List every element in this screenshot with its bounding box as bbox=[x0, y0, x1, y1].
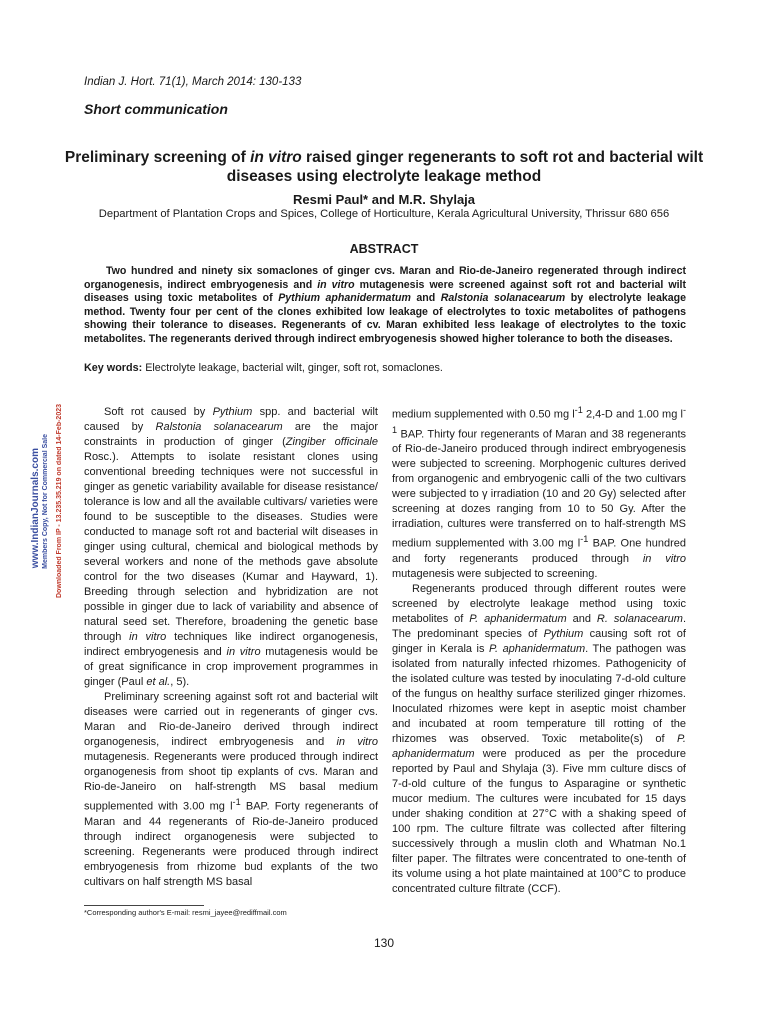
text-run: . The predominant species of bbox=[392, 612, 686, 640]
text-run: . The pathogen was isolated from naturally infected rhizomes. Pathogenicity of the isolated culture was tested by inoculating 7-d-old culture of the fungus on healthy surface sterilized ginger rhizomes. Inoculated rhizomes were kept in aseptic moist chamber and incubated at room temperature till rotting of the rhizomes was observed. Toxic metabolite(s) of bbox=[392, 642, 686, 745]
right-paragraph-1 bbox=[392, 403, 686, 582]
italic-run: in vitro bbox=[129, 631, 167, 643]
abstract-i1: in vitro bbox=[317, 278, 355, 291]
keywords-text: Electrolyte leakage, bacterial wilt, ginger, soft rot, somaclones. bbox=[142, 362, 443, 374]
sidebar-site-link[interactable]: www.IndianJournals.com bbox=[30, 448, 41, 569]
title-italic: in vitro bbox=[250, 149, 302, 166]
authors: Resmi Paul* and M.R. Shylaja bbox=[292, 192, 476, 207]
italic-run: Pythium bbox=[212, 406, 253, 418]
text-run: 2,4-D and 1.00 mg l bbox=[582, 408, 683, 421]
footnote-divider bbox=[84, 905, 204, 906]
text-run: medium supplemented with 0.50 mg l bbox=[392, 408, 575, 421]
left-paragraph-2 bbox=[84, 690, 378, 890]
abstract-text bbox=[84, 265, 686, 346]
italic-run: in vitro bbox=[336, 736, 378, 748]
affiliation: Department of Plantation Crops and Spices, College of Horticulture, Kerala Agricultural University, Thrissur 680 656 bbox=[98, 208, 670, 220]
sidebar-download-note: Downloaded From IP - 13.235.35.219 on dated 14-Feb-2023 bbox=[56, 404, 63, 598]
italic-run: in vitro bbox=[642, 552, 686, 565]
italic-run: P. aphanidermatum bbox=[469, 612, 567, 625]
footnote: *Corresponding author's E-mail: resmi_jayee@rediffmail.com bbox=[84, 908, 287, 917]
text-run: Preliminary screening against soft rot and bacterial wilt diseases were carried out in regenerants of ginger cvs. Maran and Rio-de-Janeiro derived through indirect organogenesis, indirect embryogenesis and bbox=[84, 691, 378, 748]
italic-run: P. aphanidermatum bbox=[489, 642, 586, 655]
journal-reference: Indian J. Hort. 71(1), March 2014: 130-133 bbox=[84, 76, 302, 88]
text-run: BAP. Forty regenerants of Maran and 44 regenerants of Rio-de-Janeiro produced through indirect organogenesis were subjected to screening. Regenerants were produced through indirect embryogenesis from rhizome bud explants of the two cultivars on half strength MS basal bbox=[84, 800, 378, 888]
text-run: BAP. One hundred and forty regenerants produced through bbox=[392, 537, 686, 565]
superscript: -1 bbox=[232, 797, 241, 807]
keywords-label: Key words: bbox=[84, 362, 143, 374]
italic-run: R. solanacearum bbox=[596, 612, 683, 625]
left-column bbox=[84, 405, 378, 890]
text-run: causing soft rot of ginger in Kerala is bbox=[392, 627, 686, 655]
text-run: spp. and bacterial wilt caused by bbox=[84, 406, 378, 433]
abstract-s4: by electrolyte leakage method. Twenty four per cent of the clones exhibited low leakage of electrolytes to toxic metabolites of pathogens showing their tolerance to diseases. Regenerants of cv. Maran exhibited less leakage of electrolytes to the toxic metabolites. The regenerants derived through indirect embryogenesis showed higher tolerance to both the diseases. bbox=[84, 292, 686, 345]
right-column bbox=[392, 403, 686, 897]
text-run: mutagenesis would be of great significance in crop improvement programmes in ginger (Paul bbox=[84, 646, 379, 688]
left-paragraph-1 bbox=[84, 405, 378, 690]
text-run: mutagenesis were subjected to screening. bbox=[392, 567, 598, 580]
text-run: mutagenesis. Regenerants were produced through indirect organogenesis from shoot tip explants of cvs. Maran and Rio-de-Janeiro on half-strength MS basal medium supplemented with 3.00 mg l bbox=[84, 751, 378, 813]
text-run: Regenerants produced through different routes were screened by electrolyte leakage method using toxic metabolites of bbox=[392, 582, 686, 625]
article-title bbox=[60, 148, 708, 186]
text-run: and bbox=[566, 612, 597, 625]
superscript: -1 bbox=[574, 405, 583, 415]
abstract-s1: Two hundred and ninety six somaclones of ginger cvs. Maran and Rio-de-Janeiro regenerated through indirect organogenesis, indirect embryogenesis and bbox=[84, 265, 686, 291]
italic-run: et al. bbox=[146, 676, 171, 688]
italic-run: Pythium bbox=[543, 627, 584, 640]
abstract-i2: Pythium aphanidermatum bbox=[278, 292, 411, 304]
superscript: -1 bbox=[392, 405, 686, 435]
section-label: Short communication bbox=[84, 101, 228, 117]
superscript: -1 bbox=[580, 534, 589, 545]
italic-run: P. aphanidermatum bbox=[392, 732, 686, 760]
page-number: 130 bbox=[373, 936, 395, 950]
sidebar-members-note: Members Copy, Not for Commercial Sale bbox=[42, 434, 49, 569]
italic-run: in vitro bbox=[226, 646, 261, 658]
text-run: Rosc.). Attempts to isolate resistant clones using conventional breeding techniques were not successful in ginger as genetic variability available for disease resistance/ tolerance is low and all the available cultivars/ varieties were found to be susceptible to the diseases. Studies were conducted to manage soft rot and bacterial wilt diseases in ginger using cultural, chemical and biological methods by several workers and none of the methods gave absolute control for the two diseases (Kumar and Hayward, 1). Breeding through selection and hybridization are not possible in ginger due to lack of variability and absence of natural seed set. Therefore, broadening the genetic base through bbox=[84, 451, 378, 643]
title-part-2: raised ginger regenerants to soft rot and bacterial wilt diseases using electrolyte leakage method bbox=[226, 149, 704, 185]
italic-run: Ralstonia solanacearum bbox=[155, 421, 283, 433]
abstract-heading: ABSTRACT bbox=[349, 242, 419, 256]
text-run: are the major constraints in production of ginger ( bbox=[84, 421, 379, 448]
abstract-s2: mutagenesis were screened against soft rot and bacterial wilt diseases using toxic metabolites of bbox=[84, 278, 686, 304]
keywords bbox=[84, 362, 686, 374]
italic-run: Zingiber officinale bbox=[285, 436, 378, 448]
abstract-s3: and bbox=[410, 292, 441, 304]
abstract-i3: Ralstonia solanacearum bbox=[440, 292, 566, 304]
title-part-1: Preliminary screening of bbox=[64, 149, 251, 166]
right-paragraph-2 bbox=[392, 582, 686, 897]
text-run: Soft rot caused by bbox=[104, 406, 213, 418]
text-run: BAP. Thirty four regenerants of Maran and 38 regenerants of Rio-de-Janeiro produced through indirect embryogenesis were subjected to screening. Morphogenic cultures derived from organogenic and embryogenic calli of the two cultivars were subjected to γ irradiation (10 and 20 Gy) selected after screening at dozes ranging from 10 to 50 Gy. After the irradiation, cultures were transferred on to half-strength MS medium supplemented with 3.00 mg l bbox=[392, 428, 686, 550]
text-run: techniques like indirect organogenesis, indirect embryogenesis and bbox=[84, 631, 378, 658]
text-run: were produced as per the procedure reported by Paul and Shylaja (3). Five mm culture discs of 7-d-old culture of the fungus to Asparagine or synthetic mucor medium. The cultures were incubated for 15 days under shaking condition at 27°C with a shaking speed of 100 rpm. The culture filtrate was collected after filtering successively through a muslin cloth and Whatman No.1 filter paper. The filtrates were concentrated to one-tenth of its volume using a hot plate maintained at 100°C to produce concentrated culture filtrate (CCF). bbox=[392, 747, 686, 895]
text-run: , 5). bbox=[170, 676, 190, 688]
